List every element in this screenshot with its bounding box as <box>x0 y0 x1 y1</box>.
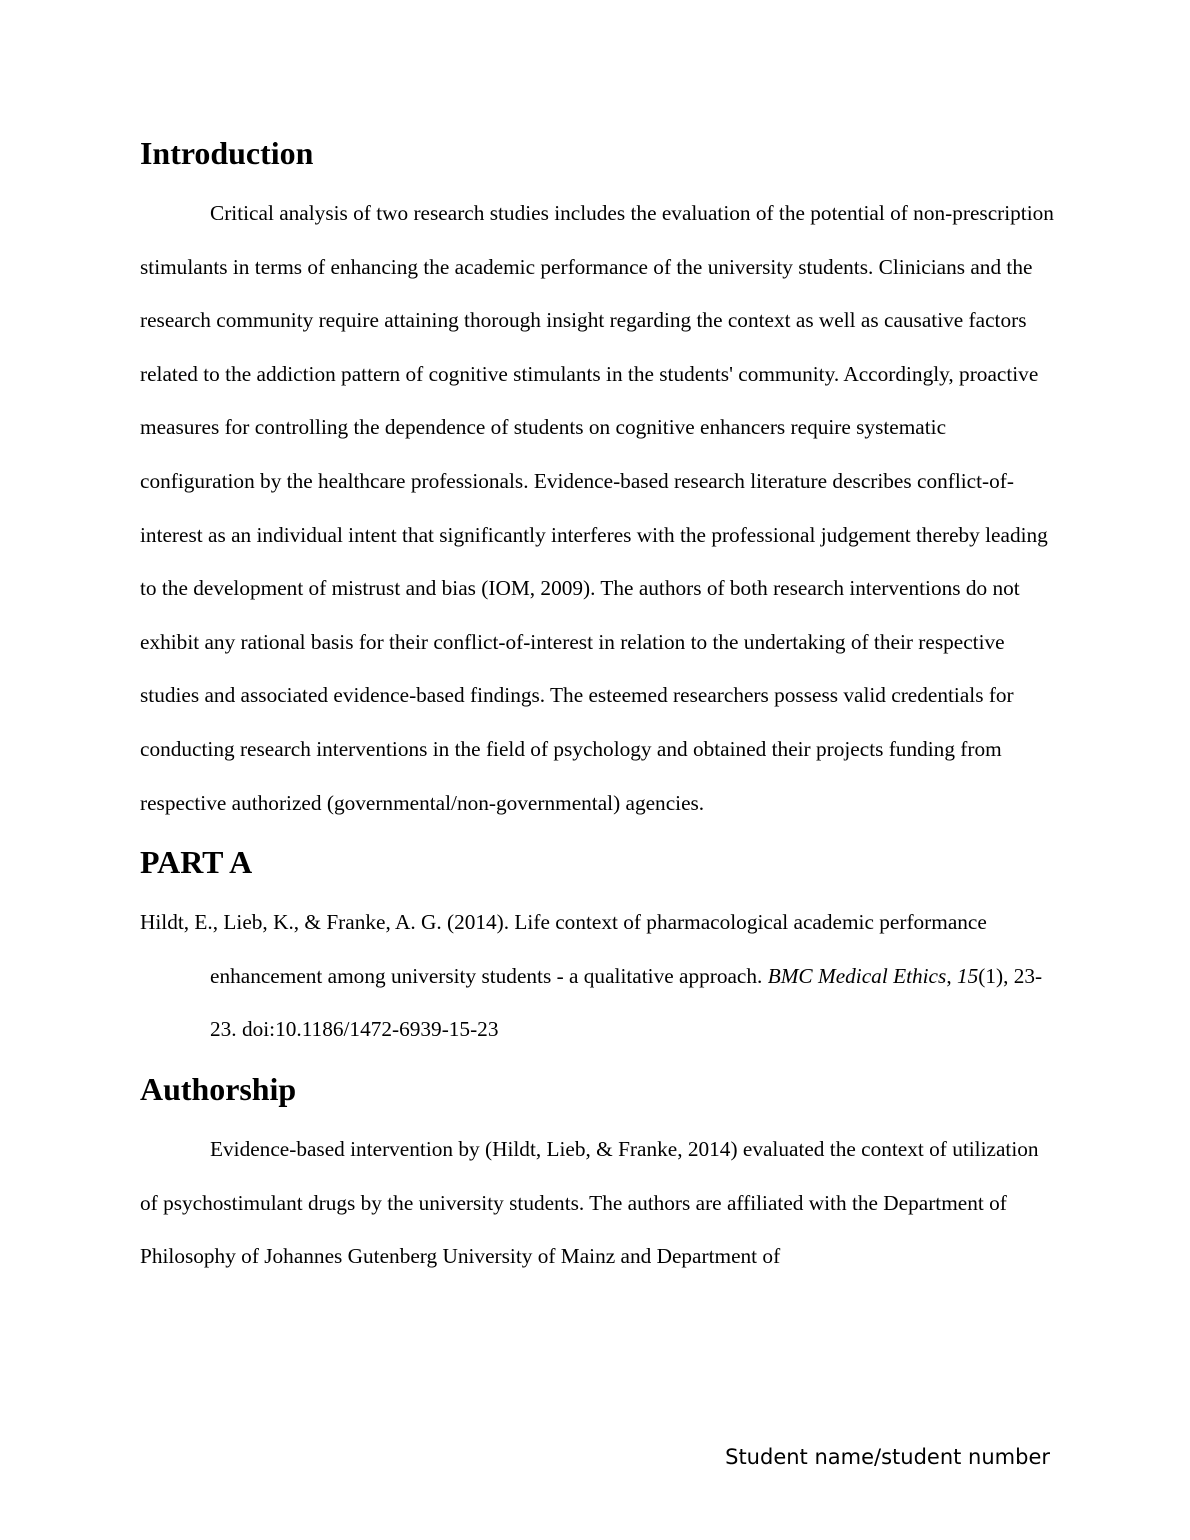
part-a-heading: PART A <box>140 845 253 881</box>
reference-entry <box>140 896 1055 1057</box>
reference-authors-title: Hildt, E., Lieb, K., & Franke, A. G. (2014). Life context of pharmacological academic performance enhancement among university students - a qualitative approach. <box>140 910 987 988</box>
reference-journal: BMC Medical Ethics <box>767 963 947 988</box>
introduction-paragraph: Critical analysis of two research studies includes the evaluation of the potential of non-prescription stimulants in terms of enhancing the academic performance of the university students. Clinicians and the research community require attaining thorough insight regarding the context as well as causative factors related to the addiction pattern of cognitive stimulants in the students' community. Accordingly, proactive measures for controlling the dependence of students on cognitive enhancers require systematic configuration by the healthcare professionals. Evidence-based research literature describes conflict-of-interest as an individual intent that significantly interferes with the professional judgement thereby leading to the development of mistrust and bias (IOM, 2009). The authors of both research interventions do not exhibit any rational basis for their conflict-of-interest in relation to the undertaking of their respective studies and associated evidence-based findings. The esteemed researchers possess valid credentials for conducting research interventions in the field of psychology and obtained their projects funding from respective authorized (governmental/non-governmental) agencies. <box>140 201 1054 815</box>
authorship-heading: Authorship <box>140 1071 297 1107</box>
introduction-heading: Introduction <box>140 136 314 171</box>
authorship-paragraph: Evidence-based intervention by (Hildt, Lieb, & Franke, 2014) evaluated the context of utilization of psychostimulant drugs by the university students. The authors are affiliated with the Department of Philosophy of Johannes Gutenberg University of Mainz and Department of <box>140 1136 1039 1269</box>
reference-volume: 15 <box>956 963 979 988</box>
reference-issue-pages-doi: (1), 23-23. doi:10.1186/1472-6939-15-23 <box>210 963 1043 1042</box>
page-content <box>140 137 1055 1284</box>
reference-separator: , <box>946 963 952 988</box>
page-footer: Student name/student number <box>725 1445 1050 1469</box>
